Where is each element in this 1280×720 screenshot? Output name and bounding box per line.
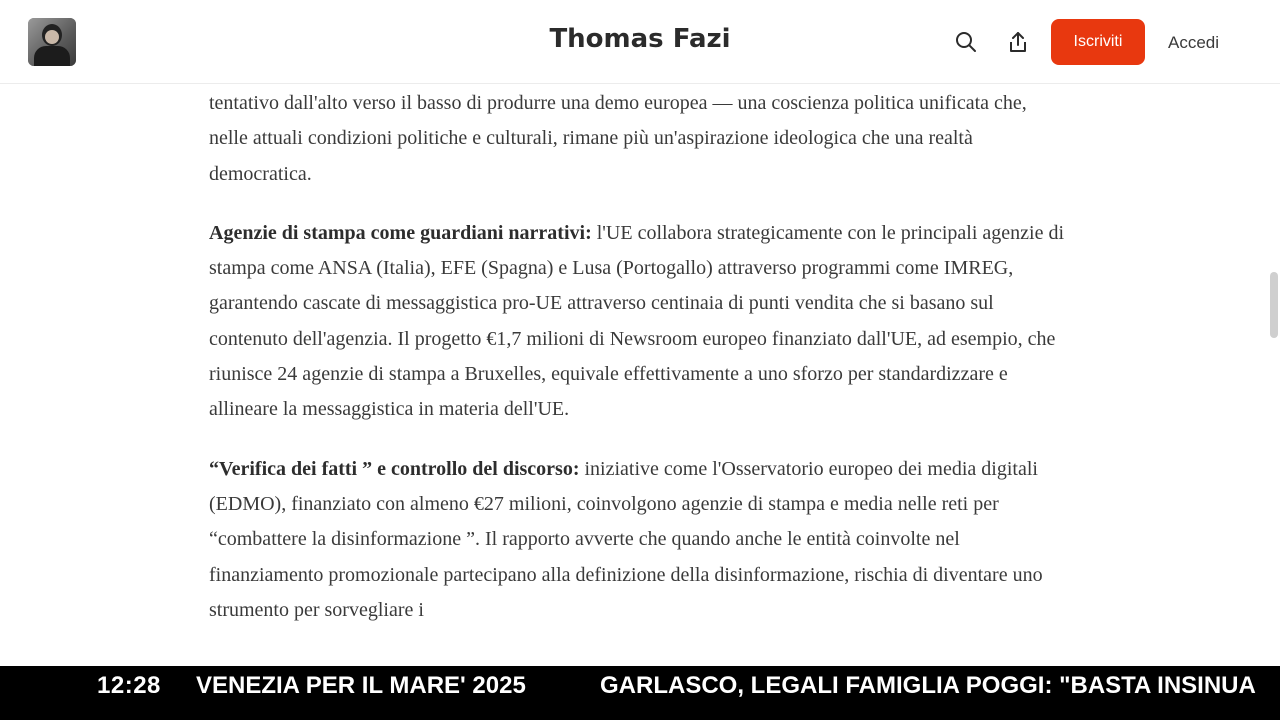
paragraph-heading: “Verifica dei fatti ” e controllo del discorso: — [209, 457, 580, 480]
ticker-headline: VENEZIA PER IL MARE' 2025 — [196, 672, 526, 699]
article-paragraph — [209, 216, 1069, 428]
news-ticker — [0, 666, 1280, 720]
scrollbar-thumb[interactable] — [1270, 272, 1278, 338]
search-button[interactable] — [952, 28, 980, 56]
share-icon — [1006, 30, 1030, 54]
ticker-time: 12:28 — [97, 672, 161, 699]
paragraph-text: tentativo dall'alto verso il basso di produrre una demo europea — una coscienza politica unificata che, nelle attuali condizioni politiche e culturali, rimane più un'aspirazione ideologica che una realtà democratica. — [209, 92, 1027, 185]
article-paragraph — [209, 452, 1069, 628]
site-title[interactable]: Thomas Fazi — [549, 24, 731, 54]
paragraph-text: iniziative come l'Osservatorio europeo dei media digitali (EDMO), finanziato con almeno €27 milioni, coinvolgono agenzie di stampa e media nelle reti per “combattere la disinformazione ”. Il rapporto avverte che quando anche le entità coinvolte nel finanziamento promozionale partecipano alla definizione della disinformazione, rischia di diventare uno strumento per sorvegliare i — [209, 457, 1043, 621]
search-icon — [954, 30, 978, 54]
login-link[interactable]: Accedi — [1168, 33, 1220, 52]
subscribe-button[interactable]: Iscriviti — [1051, 19, 1145, 65]
paragraph-text: l'UE collabora strategicamente con le principali agenzie di stampa come ANSA (Italia), EFE (Spagna) e Lusa (Portogallo) attraverso programmi come IMREG, garantendo cascate di messaggistica pro-UE attraverso centinaia di punti vendita che si basano sul contenuto dell'agenzia. Il progetto €1,7 milioni di Newsroom europeo finanziato dall'UE, ad esempio, che riunisce 24 agenzie di stampa a Bruxelles, equivale effettivamente a uno sforzo per standardizzare e allineare la messaggistica in materia dell'UE. — [209, 221, 1065, 421]
ticker-headline: GARLASCO, LEGALI FAMIGLIA POGGI: "BASTA INSINUA — [600, 672, 1256, 699]
share-button[interactable] — [1004, 28, 1032, 56]
article-body — [209, 86, 1069, 652]
site-header — [0, 0, 1280, 84]
paragraph-heading: Agenzie di stampa come guardiani narrativi: — [209, 221, 592, 244]
article-paragraph — [209, 86, 1069, 192]
